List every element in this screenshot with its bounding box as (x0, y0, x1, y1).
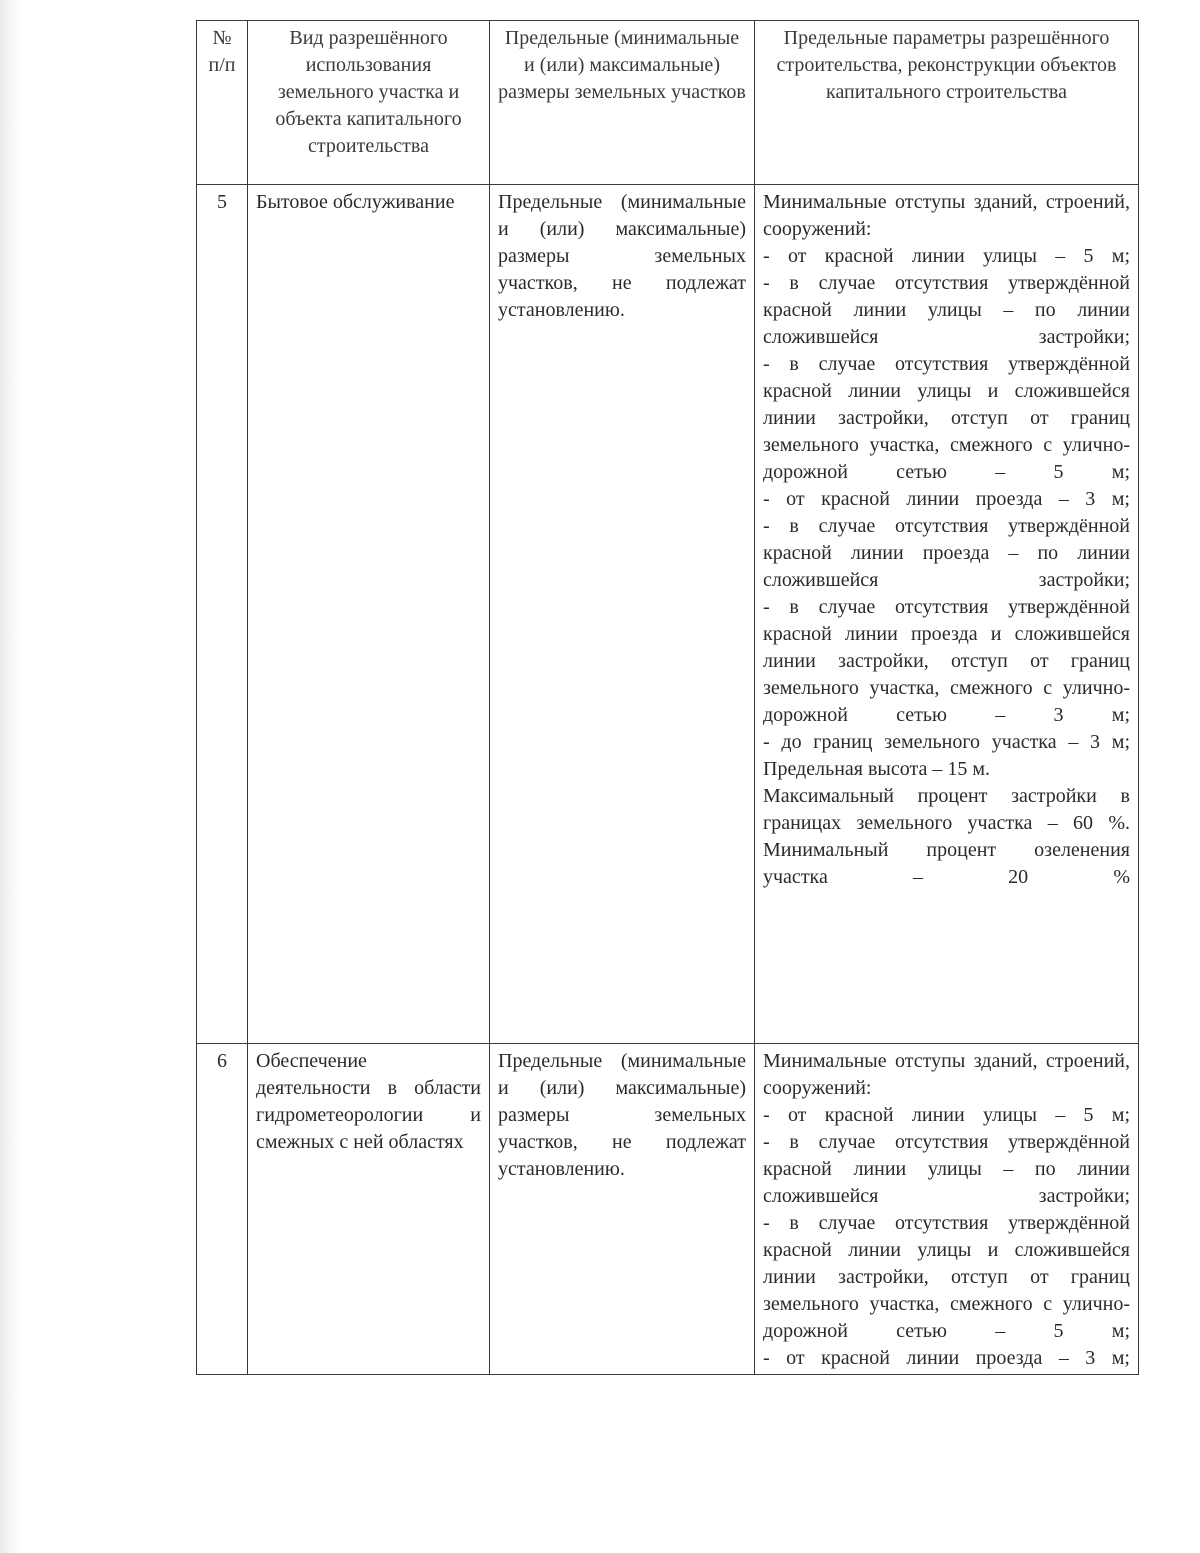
param-line: Предельная высота – 15 м. (763, 758, 991, 780)
param-line: - от красной линии проезда – 3 м; (763, 1347, 1130, 1369)
param-line: Минимальный процент озеленения участка – 20 % (763, 839, 1130, 888)
param-line: - в случае отсутствия утверждённой красной линии улицы – по линии сложившейся застройки; (763, 1131, 1130, 1207)
row-plot-size: Предельные (минимальные и (или) максимальные) размеры земельных участков, не подлежат установлению. (490, 185, 755, 1044)
param-line: Минимальные отступы зданий, строений, сооружений: (763, 191, 1130, 240)
param-line: - до границ земельного участка – 3 м; (763, 731, 1130, 753)
row-use-type: Обеспечение деятельности в области гидрометеорологии и смежных с ней областях (248, 1044, 490, 1375)
scan-edge-shadow (0, 0, 22, 1553)
row-number: 6 (197, 1044, 248, 1375)
header-number: № п/п (197, 21, 248, 185)
row-build-params (755, 1044, 1139, 1375)
land-use-parameters-table (196, 20, 1139, 1375)
param-line: - от красной линии проезда – 3 м; (763, 488, 1130, 510)
row-build-params (755, 185, 1139, 1044)
param-line: - в случае отсутствия утверждённой красной линии проезда и сложившейся линии застройки, отступ от границ земельного участка, смежного с улично-дорожной сетью – 3 м; (763, 596, 1130, 726)
param-line: - в случае отсутствия утверждённой красной линии улицы – по линии сложившейся застройки; (763, 272, 1130, 348)
header-build-params: Предельные параметры разрешённого строительства, реконструкции объектов капитального строительства (755, 21, 1139, 185)
header-use-type: Вид разрешённого использования земельного участка и объекта капитального строительства (248, 21, 490, 185)
table-row (197, 1044, 1139, 1375)
header-plot-size: Предельные (минимальные и (или) максимальные) размеры земельных участков (490, 21, 755, 185)
param-line: - в случае отсутствия утверждённой красной линии улицы и сложившейся линии застройки, отступ от границ земельного участка, смежного с улично-дорожной сетью – 5 м; (763, 353, 1130, 483)
param-line: Минимальные отступы зданий, строений, сооружений: (763, 1050, 1130, 1099)
param-line: - от красной линии улицы – 5 м; (763, 245, 1130, 267)
row-number: 5 (197, 185, 248, 1044)
table-row (197, 185, 1139, 1044)
param-line: - в случае отсутствия утверждённой красной линии улицы и сложившейся линии застройки, отступ от границ земельного участка, смежного с улично-дорожной сетью – 5 м; (763, 1212, 1130, 1342)
row-use-type: Бытовое обслуживание (248, 185, 490, 1044)
table-header-row (197, 21, 1139, 185)
param-line: - от красной линии улицы – 5 м; (763, 1104, 1130, 1126)
param-line: - в случае отсутствия утверждённой красной линии проезда – по линии сложившейся застройки; (763, 515, 1130, 591)
row-plot-size: Предельные (минимальные и (или) максимальные) размеры земельных участков, не подлежат установлению. (490, 1044, 755, 1375)
param-line: Максимальный процент застройки в границах земельного участка – 60 %. (763, 785, 1130, 834)
